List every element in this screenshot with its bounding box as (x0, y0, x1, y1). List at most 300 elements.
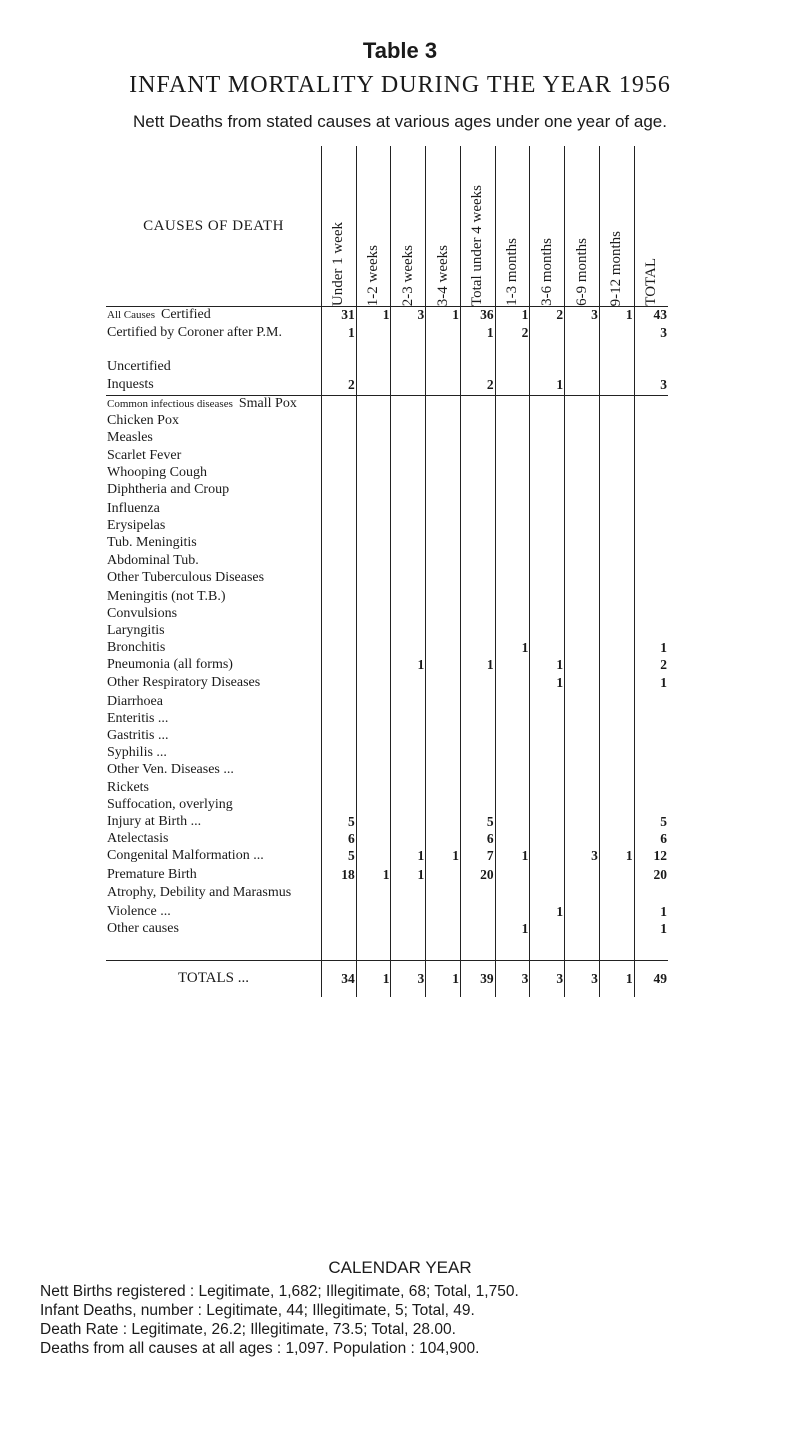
count-cell (565, 413, 600, 430)
count-cell (460, 501, 495, 518)
cause-label (106, 921, 322, 938)
count-cell (356, 535, 391, 552)
cause-label (106, 570, 322, 589)
cause-label (106, 657, 322, 674)
count-cell (426, 831, 461, 848)
table-row (106, 430, 668, 447)
count-cell (322, 606, 357, 623)
count-cell: 1 (634, 640, 668, 657)
count-cell (565, 711, 600, 728)
cause-label-text: Atelectasis (107, 831, 169, 847)
count-cell (426, 377, 461, 396)
causes-column-header: CAUSES OF DEATH (106, 146, 322, 307)
count-cell (530, 694, 565, 711)
count-cell (426, 553, 461, 570)
count-cell (426, 921, 461, 938)
count-cell: 1 (530, 377, 565, 396)
count-cell (530, 848, 565, 867)
cause-label-text: Meningitis (not T.B.) (107, 588, 226, 604)
count-cell (391, 640, 426, 657)
count-cell (460, 465, 495, 482)
count-cell (530, 359, 565, 377)
count-cell (495, 482, 530, 501)
cause-label (106, 465, 322, 482)
count-cell (599, 325, 634, 359)
count-cell (599, 377, 634, 396)
count-cell (495, 711, 530, 728)
table-row (106, 831, 668, 848)
count-cell (565, 430, 600, 447)
count-cell (634, 745, 668, 762)
count-cell (391, 921, 426, 938)
count-cell (426, 482, 461, 501)
count-cell (391, 606, 426, 623)
count-cell (356, 465, 391, 482)
count-cell (495, 606, 530, 623)
age-column-header (391, 146, 426, 307)
empty-cell (322, 938, 357, 961)
count-cell (356, 797, 391, 814)
count-cell (426, 448, 461, 465)
cause-label-text: Certified by Coroner after P.M. (107, 325, 282, 340)
age-column-label: Total under 4 weeks (469, 185, 486, 306)
table-row (106, 570, 668, 589)
count-cell (356, 325, 391, 359)
count-cell (426, 797, 461, 814)
cause-label (106, 780, 322, 797)
table-row (106, 745, 668, 762)
count-cell (599, 885, 634, 904)
count-cell (565, 867, 600, 884)
count-cell (426, 413, 461, 430)
count-cell (426, 430, 461, 447)
count-cell: 3 (530, 960, 565, 997)
count-cell (460, 623, 495, 640)
count-cell (495, 762, 530, 779)
table-row (106, 465, 668, 482)
count-cell (565, 518, 600, 535)
count-cell (391, 694, 426, 711)
count-cell: 1 (530, 675, 565, 694)
cause-label-text: Enteritis ... (107, 710, 169, 726)
count-cell (599, 694, 634, 711)
count-cell (565, 885, 600, 904)
table-row (106, 694, 668, 711)
count-cell (322, 885, 357, 904)
count-cell (599, 359, 634, 377)
table-row (106, 413, 668, 430)
count-cell (460, 780, 495, 797)
count-cell (530, 728, 565, 745)
empty-cell (391, 938, 426, 961)
count-cell (322, 657, 357, 674)
count-cell (495, 745, 530, 762)
count-cell (426, 359, 461, 377)
count-cell: 1 (495, 921, 530, 938)
count-cell (495, 728, 530, 745)
count-cell (391, 675, 426, 694)
count-cell (565, 482, 600, 501)
count-cell: 49 (634, 960, 668, 997)
count-cell (460, 535, 495, 552)
count-cell: 1 (599, 848, 634, 867)
count-cell (599, 711, 634, 728)
count-cell (599, 465, 634, 482)
table-row (106, 848, 668, 867)
table-row (106, 867, 668, 884)
count-cell: 43 (634, 307, 668, 326)
count-cell (599, 921, 634, 938)
cause-label-text: Tub. Meningitis (107, 535, 197, 551)
count-cell (426, 780, 461, 797)
count-cell: 39 (460, 960, 495, 997)
count-cell (426, 867, 461, 884)
count-cell (322, 570, 357, 589)
count-cell (356, 518, 391, 535)
count-cell (356, 814, 391, 831)
page-subtitle: Nett Deaths from stated causes at various ages under one year of age. (133, 112, 667, 131)
cause-label-text: Convulsions (107, 605, 178, 621)
count-cell: 3 (565, 960, 600, 997)
count-cell (356, 396, 391, 414)
count-cell: 2 (460, 377, 495, 396)
count-cell (460, 797, 495, 814)
count-cell (460, 430, 495, 447)
count-cell: 5 (322, 814, 357, 831)
count-cell (599, 448, 634, 465)
count-cell (356, 728, 391, 745)
count-cell (565, 359, 600, 377)
count-cell (599, 430, 634, 447)
count-cell (530, 589, 565, 606)
cause-label (106, 904, 322, 921)
count-cell (530, 570, 565, 589)
age-column-label: 2-3 weeks (399, 244, 416, 306)
cause-label-text: Measles (107, 430, 153, 446)
cause-label (106, 814, 322, 831)
count-cell (391, 325, 426, 359)
count-cell: 2 (495, 325, 530, 359)
count-cell: 3 (391, 307, 426, 326)
count-cell (495, 780, 530, 797)
count-cell (426, 589, 461, 606)
table-row (106, 904, 668, 921)
group-label: All Causes (107, 309, 155, 321)
count-cell (495, 430, 530, 447)
age-column-header (495, 146, 530, 307)
count-cell (356, 482, 391, 501)
count-cell: 1 (599, 307, 634, 326)
cause-label (106, 396, 322, 414)
count-cell (634, 885, 668, 904)
empty-cell (106, 938, 322, 961)
count-cell (634, 501, 668, 518)
count-cell (565, 623, 600, 640)
count-cell (599, 831, 634, 848)
count-cell (599, 413, 634, 430)
count-cell (322, 518, 357, 535)
count-cell (356, 589, 391, 606)
count-cell: 3 (495, 960, 530, 997)
summary-line: Nett Births registered : Legitimate, 1,682; Illegitimate, 68; Total, 1,750. (40, 1283, 519, 1300)
count-cell (530, 482, 565, 501)
count-cell (565, 814, 600, 831)
cause-label-text: Other Tuberculous Diseases (107, 569, 265, 585)
count-cell (426, 694, 461, 711)
count-cell (322, 501, 357, 518)
empty-cell (426, 938, 461, 961)
count-cell (634, 413, 668, 430)
age-column-label: 6-9 months (573, 238, 590, 306)
count-cell (599, 762, 634, 779)
table-row (106, 711, 668, 728)
empty-cell (599, 938, 634, 961)
count-cell (565, 675, 600, 694)
count-cell (391, 780, 426, 797)
count-cell (634, 570, 668, 589)
table-row (106, 797, 668, 814)
cause-label (106, 675, 322, 694)
count-cell (322, 640, 357, 657)
cause-label-text: Rickets (107, 779, 149, 795)
count-cell: 2 (634, 657, 668, 674)
count-cell (460, 904, 495, 921)
count-cell (599, 745, 634, 762)
table-row (106, 307, 668, 326)
count-cell: 1 (356, 307, 391, 326)
summary-line: Infant Deaths, number : Legitimate, 44; Illegitimate, 5; Total, 49. (40, 1302, 475, 1319)
count-cell (565, 728, 600, 745)
count-cell: 1 (634, 921, 668, 938)
summary-title: CALENDAR YEAR (328, 1258, 472, 1277)
count-cell (565, 501, 600, 518)
cause-label-text: Gastritis ... (107, 728, 169, 743)
count-cell (495, 797, 530, 814)
count-cell (599, 589, 634, 606)
count-cell (356, 501, 391, 518)
count-cell (322, 482, 357, 501)
count-cell (495, 535, 530, 552)
count-cell (530, 448, 565, 465)
cause-label (106, 501, 322, 518)
count-cell (356, 448, 391, 465)
count-cell (391, 518, 426, 535)
count-cell (565, 377, 600, 396)
count-cell: 1 (426, 307, 461, 326)
count-cell: 20 (460, 867, 495, 884)
cause-label-text: Injury at Birth ... (107, 813, 202, 829)
count-cell (460, 396, 495, 414)
count-cell (322, 675, 357, 694)
cause-label-text: Certified (160, 307, 211, 322)
table-row (106, 518, 668, 535)
count-cell (495, 518, 530, 535)
age-column-header (426, 146, 461, 307)
count-cell: 6 (460, 831, 495, 848)
count-cell (426, 640, 461, 657)
count-cell (322, 745, 357, 762)
count-cell (634, 762, 668, 779)
cause-label (106, 623, 322, 640)
count-cell (426, 762, 461, 779)
table-body (106, 307, 668, 997)
count-cell: 1 (495, 307, 530, 326)
count-cell (495, 413, 530, 430)
table-row (106, 814, 668, 831)
count-cell (599, 623, 634, 640)
count-cell (495, 396, 530, 414)
count-cell (565, 745, 600, 762)
cause-label (106, 640, 322, 657)
count-cell (460, 570, 495, 589)
count-cell: 1 (530, 904, 565, 921)
cause-label-text: Laryngitis (107, 623, 165, 639)
count-cell: 6 (634, 831, 668, 848)
count-cell (426, 745, 461, 762)
count-cell: 5 (634, 814, 668, 831)
count-cell (356, 359, 391, 377)
empty-cell (565, 938, 600, 961)
count-cell (530, 797, 565, 814)
count-cell (530, 623, 565, 640)
age-column-label: Under 1 week (330, 221, 347, 306)
count-cell (322, 448, 357, 465)
count-cell (599, 728, 634, 745)
count-cell (322, 728, 357, 745)
count-cell (391, 413, 426, 430)
count-cell: 1 (460, 657, 495, 674)
count-cell (391, 728, 426, 745)
count-cell (356, 904, 391, 921)
count-cell (391, 430, 426, 447)
age-column-header (634, 146, 668, 307)
count-cell (391, 711, 426, 728)
count-cell (565, 396, 600, 414)
count-cell (356, 413, 391, 430)
group-label: Common infectious diseases (107, 398, 233, 410)
count-cell (460, 675, 495, 694)
count-cell (599, 867, 634, 884)
count-cell (530, 814, 565, 831)
count-cell (530, 606, 565, 623)
count-cell (356, 831, 391, 848)
count-cell: 3 (634, 377, 668, 396)
table-row (106, 675, 668, 694)
count-cell (530, 465, 565, 482)
age-column-label: 1-2 weeks (365, 244, 382, 306)
age-column-header (530, 146, 565, 307)
cause-label-text: Diarrhoea (107, 693, 163, 709)
cause-label (106, 359, 322, 377)
cause-label-text: Bronchitis (107, 640, 166, 656)
count-cell (322, 413, 357, 430)
count-cell (356, 694, 391, 711)
count-cell (530, 553, 565, 570)
count-cell (565, 921, 600, 938)
count-cell (391, 396, 426, 414)
count-cell (460, 885, 495, 904)
cause-label (106, 589, 322, 606)
cause-label (106, 831, 322, 848)
count-cell (599, 553, 634, 570)
count-cell (391, 831, 426, 848)
count-cell (356, 711, 391, 728)
count-cell (322, 711, 357, 728)
count-cell (599, 657, 634, 674)
count-cell (460, 553, 495, 570)
empty-cell (495, 938, 530, 961)
count-cell (391, 814, 426, 831)
count-cell (495, 657, 530, 674)
count-cell (426, 623, 461, 640)
count-cell (495, 448, 530, 465)
count-cell: 2 (530, 307, 565, 326)
count-cell (565, 797, 600, 814)
count-cell (391, 359, 426, 377)
cause-label-text: Pneumonia (all forms) (107, 657, 233, 673)
count-cell (530, 780, 565, 797)
count-cell (565, 535, 600, 552)
count-cell (599, 518, 634, 535)
count-cell (565, 640, 600, 657)
count-cell: 6 (322, 831, 357, 848)
cause-label-text: Small Pox (238, 396, 297, 411)
count-cell (530, 535, 565, 552)
count-cell (565, 570, 600, 589)
table-caption: Table 3 (362, 38, 438, 63)
table-row (106, 657, 668, 674)
count-cell: 12 (634, 848, 668, 867)
count-cell (460, 921, 495, 938)
count-cell (495, 589, 530, 606)
table-row (106, 396, 668, 414)
count-cell: 1 (426, 848, 461, 867)
cause-label (106, 307, 322, 326)
count-cell (530, 396, 565, 414)
cause-label (106, 694, 322, 711)
summary-line: Deaths from all causes at all ages : 1,097. Population : 104,900. (40, 1340, 480, 1357)
count-cell (356, 885, 391, 904)
count-cell: 1 (599, 960, 634, 997)
table-row (106, 921, 668, 938)
count-cell (565, 657, 600, 674)
empty-cell (530, 938, 565, 961)
cause-label-text: Abdominal Tub. (107, 552, 199, 568)
count-cell (634, 518, 668, 535)
count-cell (426, 711, 461, 728)
cause-label-text: Scarlet Fever (107, 447, 182, 463)
count-cell (599, 396, 634, 414)
count-cell (530, 885, 565, 904)
cause-label-text: TOTALS ... (177, 970, 250, 987)
count-cell (391, 465, 426, 482)
count-cell (322, 430, 357, 447)
count-cell (391, 885, 426, 904)
count-cell (530, 640, 565, 657)
count-cell (426, 396, 461, 414)
count-cell (460, 606, 495, 623)
count-cell (530, 831, 565, 848)
table-row (106, 535, 668, 552)
count-cell (391, 623, 426, 640)
count-cell (426, 904, 461, 921)
count-cell (634, 589, 668, 606)
table-row (106, 482, 668, 501)
cause-label (106, 797, 322, 814)
count-cell (599, 570, 634, 589)
count-cell (356, 553, 391, 570)
count-cell (391, 570, 426, 589)
